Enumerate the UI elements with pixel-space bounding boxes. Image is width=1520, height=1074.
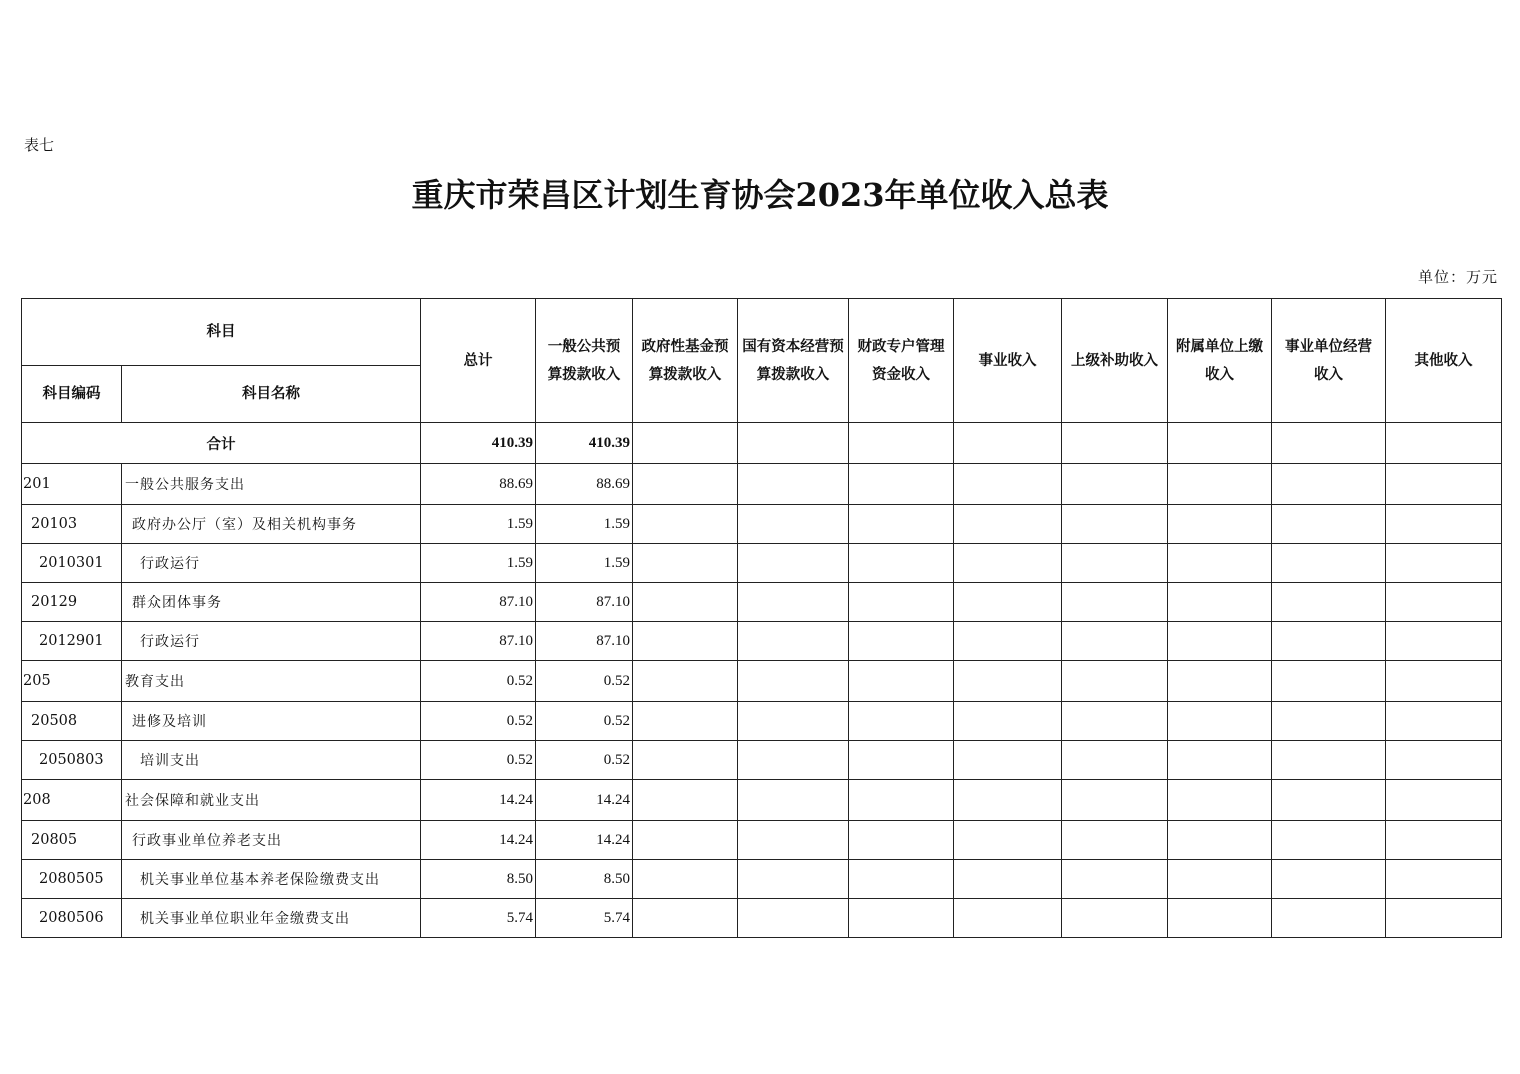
table-row	[22, 622, 1502, 661]
total-cell: 0.52	[421, 702, 536, 741]
table-number-label: 表七	[24, 136, 55, 154]
header-business-operation: 事业单位经营收入	[1272, 299, 1386, 423]
header-total: 总计	[421, 299, 536, 423]
total-cell: 1.59	[421, 505, 536, 544]
empty-cell	[738, 544, 849, 583]
empty-cell	[1272, 780, 1386, 821]
empty-cell	[1062, 583, 1168, 622]
empty-cell	[1272, 860, 1386, 899]
empty-cell	[633, 702, 738, 741]
empty-cell	[1386, 661, 1502, 702]
empty-cell	[1062, 544, 1168, 583]
empty-cell	[1168, 860, 1272, 899]
subject-code: 20129	[22, 583, 122, 622]
empty-cell	[1062, 505, 1168, 544]
empty-cell	[1062, 741, 1168, 780]
subject-code: 2012901	[22, 622, 122, 661]
empty-cell	[1386, 899, 1502, 938]
empty-cell	[1272, 899, 1386, 938]
empty-cell	[1272, 661, 1386, 702]
income-summary-table	[21, 298, 1502, 938]
empty-cell	[1272, 544, 1386, 583]
header-other-income: 其他收入	[1386, 299, 1502, 423]
empty-cell	[738, 821, 849, 860]
subject-code: 201	[22, 464, 122, 505]
empty-cell	[633, 780, 738, 821]
total-cell: 5.74	[421, 899, 536, 938]
subject-code: 208	[22, 780, 122, 821]
general-budget-cell: 14.24	[536, 780, 633, 821]
table-row	[22, 821, 1502, 860]
subject-name: 机关事业单位基本养老保险缴费支出	[122, 860, 421, 899]
total-row	[22, 423, 1502, 464]
total-cell: 8.50	[421, 860, 536, 899]
subject-name: 群众团体事务	[122, 583, 421, 622]
empty-cell	[1062, 622, 1168, 661]
empty-cell	[738, 899, 849, 938]
header-gov-fund: 政府性基金预算拨款收入	[633, 299, 738, 423]
empty-cell	[1168, 741, 1272, 780]
general-budget-cell: 8.50	[536, 860, 633, 899]
empty-cell	[1062, 860, 1168, 899]
empty-cell	[954, 622, 1062, 661]
empty-cell	[633, 899, 738, 938]
subject-name: 政府办公厅（室）及相关机构事务	[122, 505, 421, 544]
unit-label: 单位：万元	[1417, 268, 1498, 286]
total-cell: 14.24	[421, 780, 536, 821]
empty-cell	[849, 899, 954, 938]
empty-cell	[633, 741, 738, 780]
subject-code: 20805	[22, 821, 122, 860]
empty-cell	[738, 860, 849, 899]
subject-name: 培训支出	[122, 741, 421, 780]
subject-name: 机关事业单位职业年金缴费支出	[122, 899, 421, 938]
empty-cell	[633, 821, 738, 860]
empty-cell	[738, 741, 849, 780]
empty-cell	[1272, 702, 1386, 741]
general-budget-cell: 5.74	[536, 899, 633, 938]
table-row	[22, 544, 1502, 583]
empty-cell	[1272, 464, 1386, 505]
empty-cell	[1062, 661, 1168, 702]
general-budget-cell: 88.69	[536, 464, 633, 505]
empty-cell	[1168, 780, 1272, 821]
subject-name: 行政运行	[122, 544, 421, 583]
empty-cell	[849, 780, 954, 821]
empty-cell	[1272, 821, 1386, 860]
empty-cell	[1386, 821, 1502, 860]
empty-cell	[954, 544, 1062, 583]
table-row	[22, 860, 1502, 899]
empty-cell	[954, 702, 1062, 741]
empty-cell	[849, 622, 954, 661]
empty-cell	[738, 464, 849, 505]
empty-cell	[1168, 622, 1272, 661]
empty-cell	[849, 702, 954, 741]
empty-cell	[849, 544, 954, 583]
table-row	[22, 583, 1502, 622]
empty-cell	[1062, 780, 1168, 821]
empty-cell	[1168, 544, 1272, 583]
empty-cell	[738, 702, 849, 741]
general-budget-cell: 0.52	[536, 661, 633, 702]
header-general-budget: 一般公共预算拨款收入	[536, 299, 633, 423]
empty-cell	[633, 860, 738, 899]
empty-cell	[1168, 505, 1272, 544]
empty-cell	[954, 464, 1062, 505]
header-subject: 科目	[22, 299, 421, 366]
empty-cell	[1062, 702, 1168, 741]
empty-cell	[1272, 505, 1386, 544]
subject-name: 行政运行	[122, 622, 421, 661]
empty-cell	[633, 505, 738, 544]
general-budget-cell: 1.59	[536, 544, 633, 583]
subject-code: 2080506	[22, 899, 122, 938]
header-subject-name: 科目名称	[122, 366, 421, 423]
subject-name: 社会保障和就业支出	[122, 780, 421, 821]
empty-cell	[1386, 544, 1502, 583]
empty-cell	[954, 899, 1062, 938]
empty-cell	[1386, 741, 1502, 780]
empty-cell	[954, 780, 1062, 821]
table-row	[22, 741, 1502, 780]
empty-cell	[738, 583, 849, 622]
empty-cell	[738, 505, 849, 544]
empty-cell	[849, 661, 954, 702]
empty-cell	[954, 741, 1062, 780]
subject-code: 205	[22, 661, 122, 702]
total-cell: 0.52	[421, 661, 536, 702]
empty-cell	[633, 464, 738, 505]
empty-cell	[1168, 899, 1272, 938]
empty-cell	[1168, 702, 1272, 741]
subject-name: 一般公共服务支出	[122, 464, 421, 505]
total-cell: 14.24	[421, 821, 536, 860]
table-row	[22, 780, 1502, 821]
empty-cell	[633, 583, 738, 622]
total-cell: 87.10	[421, 622, 536, 661]
subject-code: 2080505	[22, 860, 122, 899]
table-row	[22, 464, 1502, 505]
subject-code: 20103	[22, 505, 122, 544]
empty-cell	[849, 821, 954, 860]
empty-cell	[1386, 702, 1502, 741]
header-state-capital: 国有资本经营预算拨款收入	[738, 299, 849, 423]
empty-cell	[1386, 505, 1502, 544]
empty-cell	[849, 505, 954, 544]
table-row	[22, 661, 1502, 702]
total-label: 合计	[22, 423, 421, 464]
subject-code: 20508	[22, 702, 122, 741]
subject-name: 教育支出	[122, 661, 421, 702]
empty-cell	[849, 464, 954, 505]
table-row	[22, 702, 1502, 741]
empty-cell	[1386, 464, 1502, 505]
empty-cell	[954, 583, 1062, 622]
empty-cell	[738, 661, 849, 702]
general-budget-cell: 0.52	[536, 741, 633, 780]
total-cell: 88.69	[421, 464, 536, 505]
empty-cell	[954, 505, 1062, 544]
header-subject-code: 科目编码	[22, 366, 122, 423]
total-cell: 1.59	[421, 544, 536, 583]
empty-cell	[633, 622, 738, 661]
table-row	[22, 505, 1502, 544]
empty-cell	[1062, 821, 1168, 860]
header-special-fund: 财政专户管理资金收入	[849, 299, 954, 423]
empty-cell	[1272, 741, 1386, 780]
empty-cell	[954, 661, 1062, 702]
empty-cell	[1272, 622, 1386, 661]
total-cell: 0.52	[421, 741, 536, 780]
empty-cell	[849, 583, 954, 622]
total-total: 410.39	[421, 423, 536, 464]
general-budget-cell: 0.52	[536, 702, 633, 741]
empty-cell	[954, 821, 1062, 860]
subject-code: 2050803	[22, 741, 122, 780]
general-budget-cell: 14.24	[536, 821, 633, 860]
total-cell: 87.10	[421, 583, 536, 622]
empty-cell	[1062, 899, 1168, 938]
empty-cell	[738, 780, 849, 821]
empty-cell	[1168, 464, 1272, 505]
general-budget-cell: 87.10	[536, 622, 633, 661]
empty-cell	[849, 860, 954, 899]
empty-cell	[1168, 583, 1272, 622]
subject-name: 进修及培训	[122, 702, 421, 741]
empty-cell	[849, 741, 954, 780]
empty-cell	[1386, 860, 1502, 899]
empty-cell	[1386, 583, 1502, 622]
subject-code: 2010301	[22, 544, 122, 583]
empty-cell	[738, 622, 849, 661]
header-superior-subsidy: 上级补助收入	[1062, 299, 1168, 423]
empty-cell	[1062, 464, 1168, 505]
general-budget-cell: 1.59	[536, 505, 633, 544]
total-general-budget: 410.39	[536, 423, 633, 464]
general-budget-cell: 87.10	[536, 583, 633, 622]
page-title: 重庆市荣昌区计划生育协会2023年单位收入总表	[411, 176, 1109, 214]
table-row	[22, 899, 1502, 938]
header-affiliated-turnover: 附属单位上缴收入	[1168, 299, 1272, 423]
empty-cell	[633, 544, 738, 583]
empty-cell	[1386, 780, 1502, 821]
empty-cell	[1272, 583, 1386, 622]
empty-cell	[1168, 821, 1272, 860]
subject-name: 行政事业单位养老支出	[122, 821, 421, 860]
empty-cell	[633, 661, 738, 702]
empty-cell	[1168, 661, 1272, 702]
header-business-income: 事业收入	[954, 299, 1062, 423]
empty-cell	[1386, 622, 1502, 661]
empty-cell	[954, 860, 1062, 899]
